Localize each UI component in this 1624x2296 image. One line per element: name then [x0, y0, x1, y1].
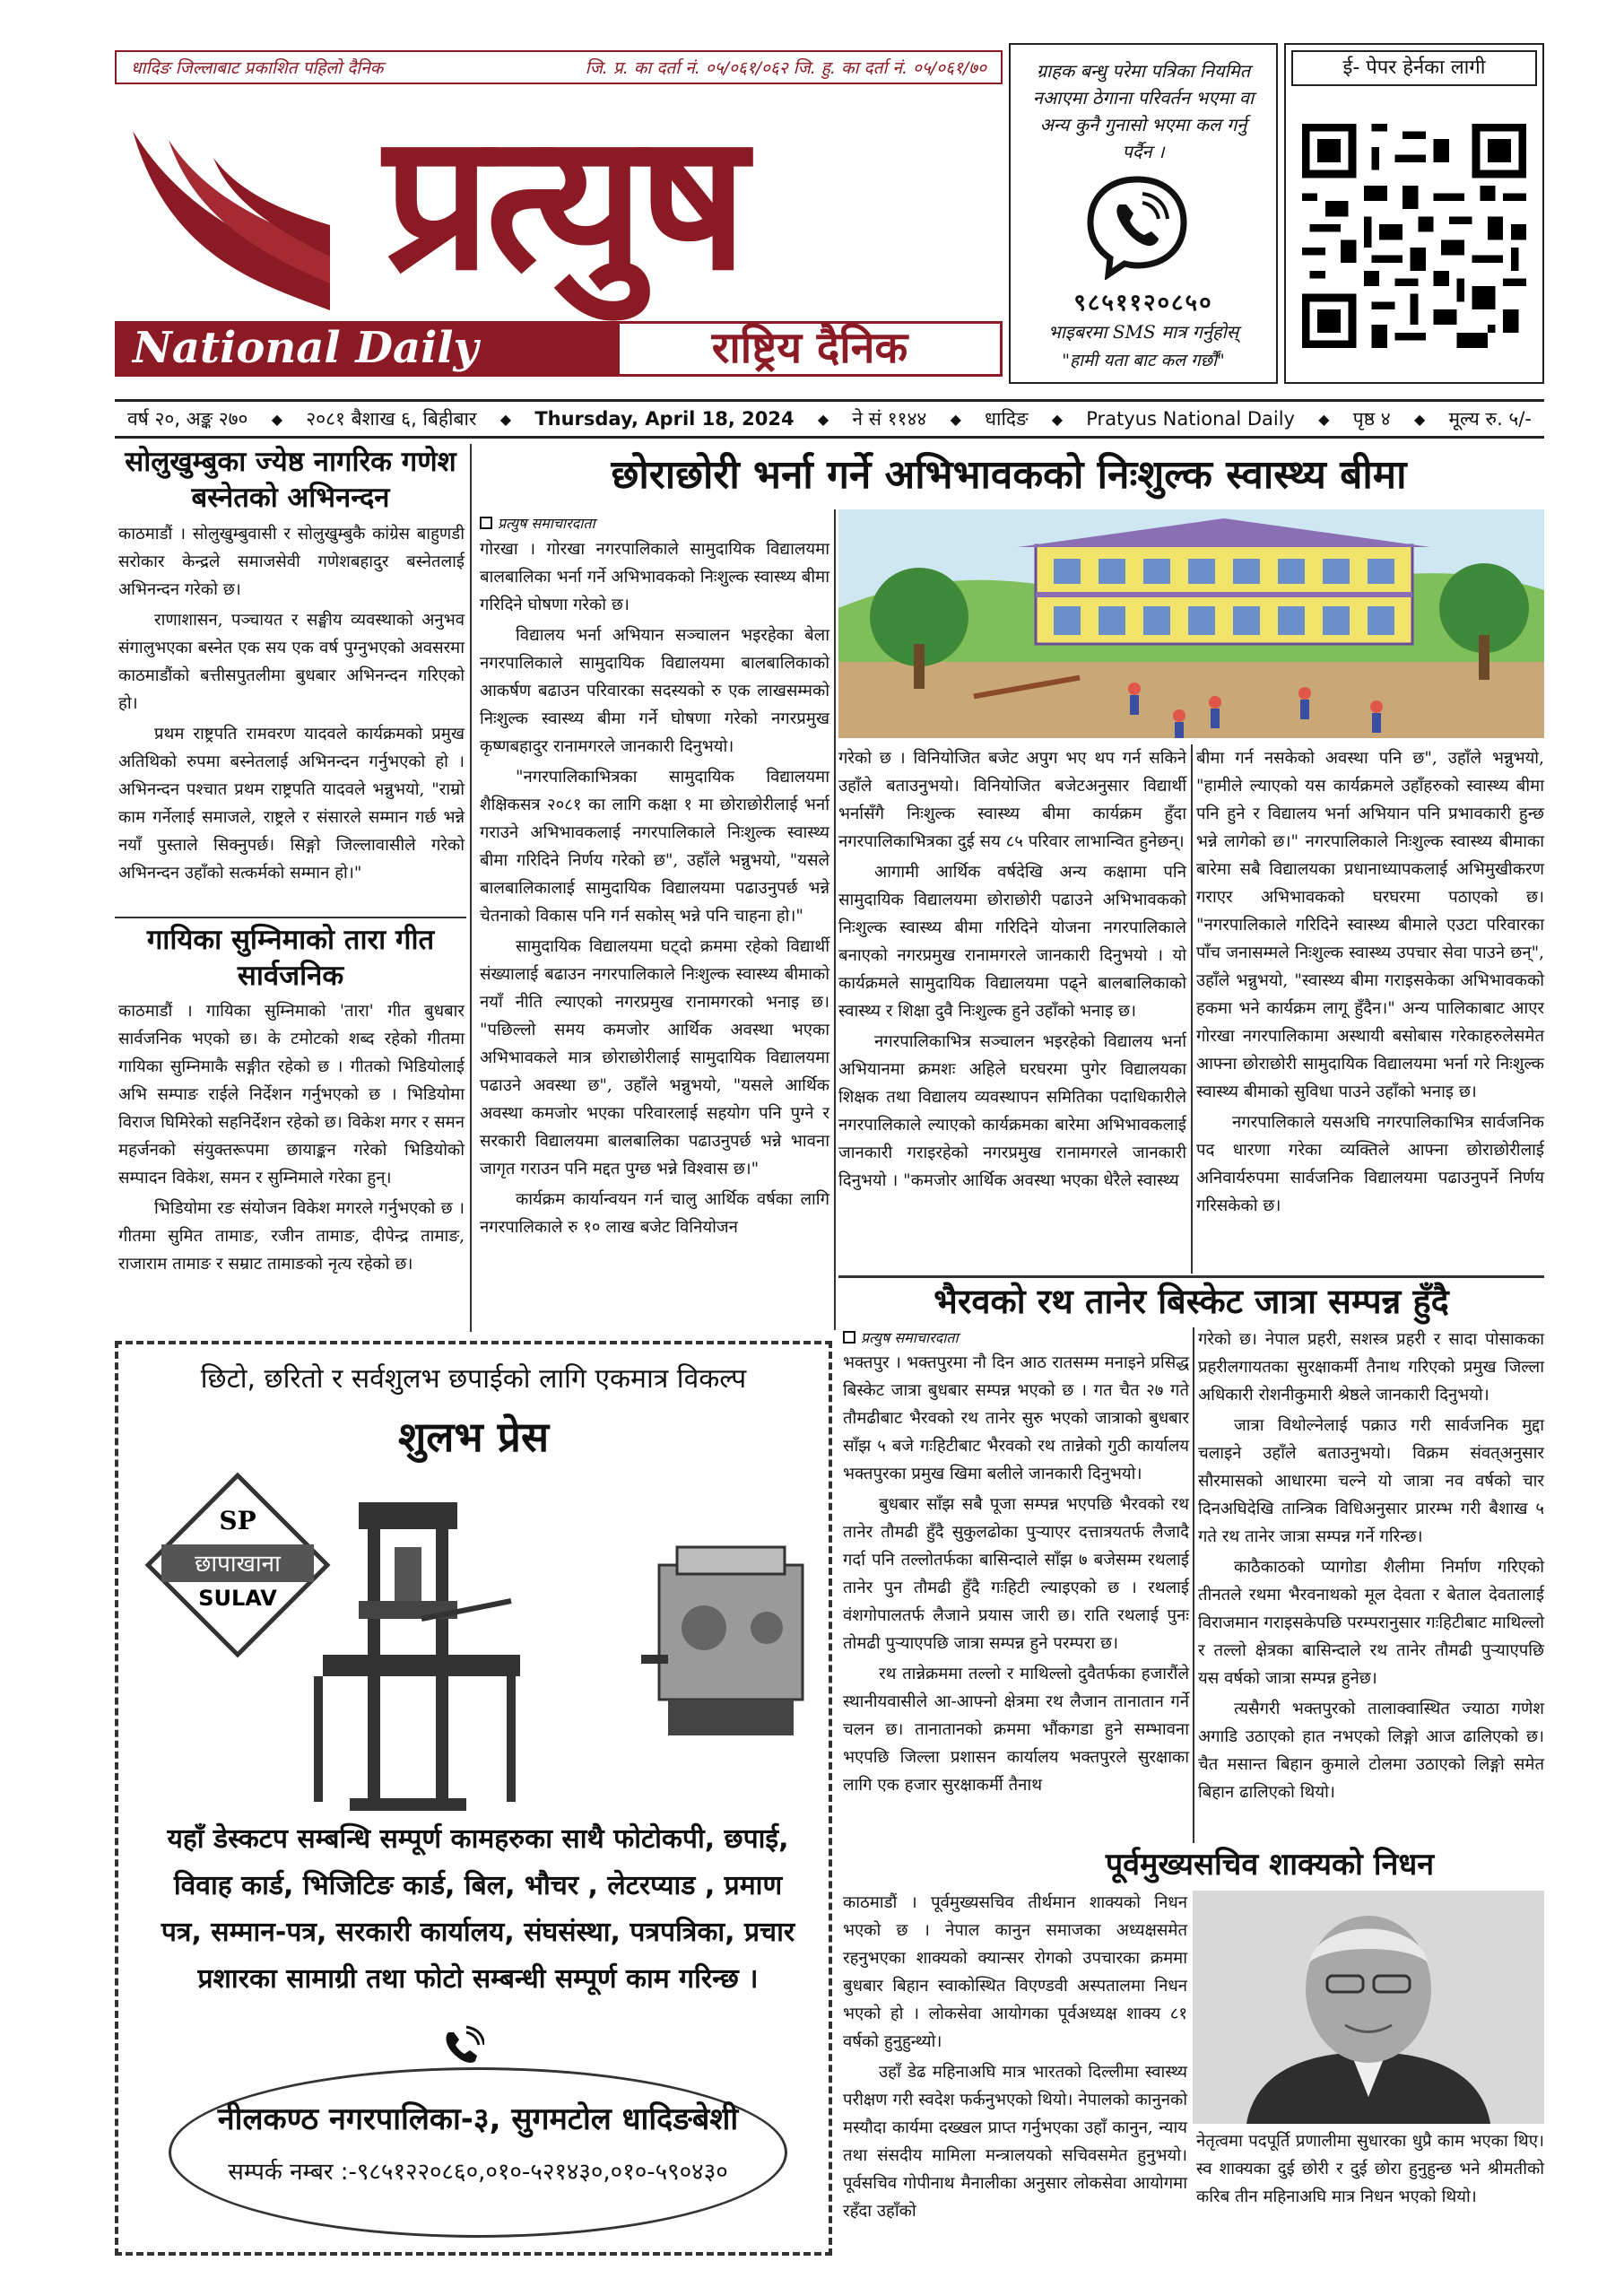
- strip-registration: जि. प्र. का दर्ता नं. ०५/०६१/०६२ जि. हु. का दर्ता नं. ०५/०६१/७०: [585, 58, 986, 78]
- qr-code-icon[interactable]: [1302, 124, 1526, 348]
- viber-number: ९८५११२०८५०: [1073, 290, 1213, 317]
- story2-body: [118, 997, 465, 1281]
- story3-para: विद्यालय भर्ना अभियान सञ्चालन भइरहेका बेला नगरपालिकाले सामुदायिक विद्यालयमा बालबालिकाको आकर्षण बढाउन परिवारका सदस्यको रु एक लाखसम्मको निःशुल्क स्वास्थ्य बीमा गर्ने घोषणा गरेको नगरप्रमुख कृष्णबहादुर रानामगरले जानकारी दिनुभयो।: [480, 626, 829, 756]
- story2-para: काठमाडौं । गायिका सुम्निमाको 'तारा' गीत बुधबार सार्वजनिक भएको छ। के टमोटको शब्द रहेको गीतमा गायिका सुम्निमाकै सङ्गीत रहेको छ । गीतको भिडियोलाई अभि सम्पाङ राईले निर्देशन गर्नुभएको छ । भिडियोमा विराज घिमिरेको सहनिर्देशन रहेको छ। विकेश मगर र समन महर्जनको संयुक्तरूपमा छायाङ्कन गरेको भिडियोको सम्पादन विकेश, समन र सुम्निमाले गरेका हुन्।: [118, 1002, 465, 1187]
- story1-para: प्रथम राष्ट्रपति रामवरण यादवले कार्यक्रमको प्रमुख अतिथिको रुपमा बस्नेतलाई अभिनन्दन गर्नुभएको हो । अभिनन्दन पश्चात प्रथम राष्ट्रपति यादवले भन्नुभयो, "राम्रो काम गर्नेलाई समाजले, राष्ट्रले र संसारले सम्मान गर्छ भन्ने नयाँ पुस्ताले सिक्नुपर्छ। सिङ्गो जिल्लावासीले गरेको अभिनन्दन उहाँको सत्कर्मको सम्मान हो।": [118, 725, 465, 883]
- story5-tail: [1196, 2127, 1544, 2213]
- svg-text:SP: SP: [219, 1506, 256, 1535]
- column-rule: [834, 509, 836, 1330]
- story1-para: काठमाडौं । सोलुखुम्बुवासी र सोलुखुम्बुकै कांग्रेस बाहुणडी सरोकार केन्द्रले समाजसेवी गणेशबहादुर बस्नेतलाई अभिनन्दन गरेको छ।: [118, 525, 465, 599]
- story3-para: नगरपालिकाभित्र सञ्चालन भइरहेको विद्यालय भर्ना अभियानमा क्रमशः अहिले घरघरमा पुगेर विद्यालयका शिक्षक तथा विद्यालय व्यवस्थापन समितिका पदाधिकारीले नगरपालिकाले ल्याएको कार्यक्रमका बारेमा अभिभावकलाई जानकारी गराइरहेको नगरप्रमुख रानामगरले जानकारी दिनुभयो । "कमजोर आर्थिक अवस्था भएका धेरैले स्वास्थ्य: [838, 1032, 1186, 1190]
- issue-district: धादिङ: [985, 408, 1029, 430]
- story3-col2: [838, 744, 1186, 1197]
- story3-para: आगामी आर्थिक वर्षदेखि अन्य कक्षामा पनि सामुदायिक विद्यालयमा छोराछोरी पढाउने अभिभावकको निःशुल्क स्वास्थ्य बीमा गरिदिने योजना नगरपालिकाले बनाएको नगरप्रमुख रानामगरले जानकारी दिनुभयो । यो कार्यक्रमले सामुदायिक विद्यालयमा पढ्ने बालबालिकाको स्वास्थ्य र शिक्षा दुवै निःशुल्क हुने उहाँको भनाइ छ।: [838, 863, 1186, 1021]
- story4-para: त्यसैगरी भक्तपुरको तालाक्वास्थित ज्याठा गणेश अगाडि उठाएको हात नभएको लिङ्गो आज ढालिएको छ। चैत मसान्त बिहान कुमाले टोलमा उठाएको लिङ्गो समेत बिहान ढालिएको थियो।: [1198, 1700, 1544, 1802]
- school-illustration: [838, 509, 1544, 738]
- registration-strip: [115, 50, 1003, 84]
- issue-english-date: Thursday, April 18, 2024: [534, 408, 795, 430]
- issue-price: मूल्य रु. ५/-: [1448, 408, 1532, 430]
- story5-body: [843, 1889, 1187, 2228]
- story4-byline: प्रत्युष समाचारदाता: [843, 1327, 959, 1347]
- story4-para: रथ तान्नेक्रममा तल्लो र माथिल्लो दुवैतर्फका हजारौंले स्थानीयवासीले आ-आफ्नो क्षेत्रमा रथ लैजान तानातान गर्ने चलन छ। तानातानको क्रममा भौंकगडा हुने सम्भावना भएपछि जिल्ला प्रशासन कार्यालय भक्तपुरले सुरक्षाका लागि एक हजार सुरक्षाकर्मी तैनाथ: [843, 1665, 1189, 1795]
- story3-col3: [1196, 744, 1544, 1222]
- press-logo-label: छापाखाना: [195, 1551, 281, 1578]
- epaper-label: ई- पेपर हेर्नका लागी: [1291, 50, 1537, 86]
- ad-address-oval: [169, 2067, 787, 2238]
- story3-headline: छोराछोरी भर्ना गर्ने अभिभावकको निःशुल्क स्वास्थ्य बीमा: [611, 452, 1407, 498]
- divider: [115, 917, 466, 918]
- masthead: [115, 86, 1003, 382]
- strip-tagline: धादिङ जिल्लाबाट प्रकाशित पहिलो दैनिक: [131, 58, 384, 78]
- story4-para: बुधबार साँझ सबै पूजा सम्पन्न भएपछि भैरवको रथ तानेर तौमढी हुँदै सुकुलढोका पुऱ्याएर दत्तात्रयतर्फ लैजादै गर्दा पनि तल्लोतर्फका बासिन्दाले साँझ ७ बजेसम्म रथलाई तानेर पुन तौमढी हुँदै गःहिटी ल्याइएको छ । रथलाई वंशगोपालतर्फ लैजाने प्रयास जारी छ। राति रथलाई पुनः तोमढी पुऱ्याएपछि जात्रा सम्पन्न हुने परम्परा छ।: [843, 1495, 1189, 1653]
- national-daily-text: National Daily: [133, 323, 479, 373]
- ad-services-text: यहाँ डेस्कटप सम्बन्धि सम्पूर्ण कामहरुका साथै फोटोकपी, छपाई, विवाह कार्ड, भिजिटिङ कार्ड, बिल, भौचर , लेटरप्याड , प्रमाण पत्र, सम्मान-पत्र, सरकारी कार्यालय, संघसंस्था, पत्रपत्रिका, प्रचार प्रशारका सामाग्री तथा फोटो सम्बन्धी सम्पूर्ण काम गरिन्छ ।: [161, 1823, 795, 1995]
- story3-para: बीमा गर्न नसकेको अवस्था पनि छ", उहाँले भन्नुभयो, "हामीले ल्याएको यस कार्यक्रमले उहाँहरुको स्वास्थ्य बीमा पनि हुने र विद्यालय भर्ना अभियान पनि प्रभावकारी हुन्छ भन्ने लागेको छ।" नगरपालिकाले निःशुल्क स्वास्थ्य बीमाका बारेमा सबै विद्यालयका प्रधानाध्यापकलाई अभिमुखीकरण गराएर अभिभावकको घरघरमा पठाएको छ। "नगरपालिकाले गरिदिने स्वास्थ्य बीमाले एउटा परिवारका पाँच जनासम्मले निःशुल्क स्वास्थ्य उपचार सेवा पाउने छन्", उहाँले भन्नुभयो, "स्वास्थ्य बीमा गराइसकेका अभिभावकको हकमा भने कार्यक्रम लागू हुँदैन।" अन्य पालिकाबाट आएर गोरखा नगरपालिकामा अस्थायी बसोबास गरेकाहरुलेसमेत आफ्ना छोराछोरी सामुदायिक विद्यालयमा भर्ना गरे निःशुल्क स्वास्थ्य बीमाको सुविधा पाउने उहाँको भनाइ छ।: [1196, 749, 1544, 1101]
- viber-sms-text: भाइबरमा SMS मात्र गर्नुहोस्: [1047, 321, 1239, 343]
- byline-box-icon: [480, 517, 492, 529]
- story1-headline: सोलुखुम्बुका ज्येष्ठ नागरिक गणेश बस्नेतको अभिनन्दन: [125, 446, 456, 514]
- logo-wordmark: प्रत्युष: [384, 92, 743, 312]
- story5-para: काठमाडौं । पूर्वमुख्यसचिव तीर्थमान शाक्यको निधन भएको छ । नेपाल कानुन समाजका अध्यक्षसमेत रहनुभएका शाक्यको क्यान्सर रोगको उपचारका क्रममा बुधबार बिहान स्वाकोस्थित विएण्डवी अस्पतालमा निधन भएको हो । लोकसेवा आयोगका पूर्वअध्यक्ष शाक्य ८१ वर्षको हुनुहुन्थ्यो।: [843, 1893, 1187, 2051]
- column-rule: [470, 444, 472, 1332]
- story4-para: भक्तपुर । भक्तपुरमा नौ दिन आठ रातसम्म मनाइने प्रसिद्ध बिस्केट जात्रा बुधबार सम्पन्न भएको छ । गत चैत २७ गते तौमढीबाट भैरवको रथ तानेर सुरु भएको जात्राको बुधबार साँझ ५ बजे गःहिटीबाट भैरवको रथ तान्नेको गुठी कार्यालय भक्तपुरका प्रमुख खिमा बलीले जानकारी दिनुभयो।: [843, 1353, 1189, 1483]
- story3-para: कार्यक्रम कार्यान्वयन गर्न चालु आर्थिक वर्षका लागि नगरपालिकाले रु १० लाख बजेट विनियोजन: [480, 1190, 829, 1237]
- story3-para: गरेको छ । विनियोजित बजेट अपुग भए थप गर्न सकिने उहाँले बताउनुभयो। विनियोजित बजेटअनुसार विद्यार्थी भर्नासँगै निःशुल्क स्वास्थ्य बीमा कार्यक्रम हुँदा नगरपालिकाभित्रका दुई सय ८५ परिवार लाभान्वित हुनेछन्।: [838, 749, 1186, 851]
- ad-press-name: शुलभ प्रेस: [397, 1413, 550, 1461]
- issue-nepali-date: २०८१ बैशाख ६, बिहीबार: [306, 408, 477, 430]
- story4-headline: भैरवको रथ तानेर बिस्केट जात्रा सम्पन्न हुँदै: [934, 1282, 1449, 1321]
- offset-press-illustration: [641, 1529, 821, 1753]
- issue-page: पृष्ठ ४: [1352, 408, 1391, 430]
- viber-slogan: "हामी यता बाट कल गर्छौं": [1062, 351, 1225, 370]
- story5-para: नेतृत्वमा पदपूर्ति प्रणालीमा सुधारका धुप्रै काम भएका थिए। स्व शाक्यका दुई छोरी र दुई छोरा हुनुहुन्छ भने श्रीमतीको करिब तीन महिनाअघि मात्र निधन भएको थियो।: [1196, 2132, 1544, 2206]
- portrait-photo: [1193, 1891, 1544, 2124]
- story3-para: "नगरपालिकाभित्रका सामुदायिक विद्यालयमा शैक्षिकसत्र २०८१ का लागि कक्षा १ मा छोराछोरीलाई भर्ना गराउने अभिभावकलाई नगरपालिकाले निःशुल्क स्वास्थ्य बीमा गरिदिने निर्णय गरेको छ", उहाँले भन्नुभयो, "यसले बालबालिकालाई सामुदायिक विद्यालयमा पढाउनुपर्छ भन्ने चेतनाको विकास पनि गर्न सकोस् भन्ने पनि चाहना हो।": [480, 768, 829, 926]
- customer-notice-text: ग्राहक बन्धु परेमा पत्रिका नियमित नआएमा ठेगाना परिवर्तन भएमा वा अन्य कुनै गुनासो भएमा कल गर्नु पर्दैन ।: [1032, 60, 1255, 162]
- story4-col2: [1198, 1326, 1544, 1809]
- story2-para: भिडियोमा रङ संयोजन विकेश मगरले गर्नुभएको छ । गीतमा सुमित तामाङ, रजीन तामाङ, दीपेन्द्र तामाङ, राजाराम तामाङ र सम्राट तामाङको नृत्य रहेको छ।: [118, 1199, 465, 1274]
- byline-box-icon: [843, 1331, 855, 1344]
- flame-logo-icon: [115, 104, 339, 328]
- story3-para: नगरपालिकाले यसअघि नगरपालिकाभित्र सार्वजनिक पद धारणा गरेका व्यक्तिले आफ्ना छोराछोरीलाई अनिवार्यरुपमा सार्वजनिक विद्यालयमा पढाउनुपर्ने निर्णय गरिसकेको छ।: [1196, 1113, 1544, 1215]
- ad-address: नीलकण्ठ नगरपालिका-३, सुगमटोल धादिङबेशी: [217, 2101, 739, 2137]
- story1-body: [118, 520, 465, 890]
- viber-phone-icon: [1083, 172, 1191, 280]
- story4-col1: [843, 1349, 1189, 1802]
- story4-para: काठैकाठको प्यागोडा शैलीमा निर्माण गरिएको तीनतले रथमा भैरवनाथको मूल देवता र बेताल देवतालाई विराजमान गराइसकेपछि परम्परानुसार गःहिटीबाट माथिल्लो र तल्लो क्षेत्रका बासिन्दाले रथ तानेर तौमढी पुऱ्याएपछि यस वर्षको जात्रा सम्पन्न हुनेछ।: [1198, 1558, 1544, 1688]
- column-rule: [1191, 744, 1193, 1274]
- press-logo-icon: [143, 1471, 332, 1659]
- story3-para: गोरखा । गोरखा नगरपालिकाले सामुदायिक विद्यालयमा बालबालिका भर्ना गर्ने अभिभावकको निःशुल्क स्वास्थ्य बीमा गरिदिने घोषणा गरेको छ।: [480, 540, 829, 614]
- story4-para: गरेको छ। नेपाल प्रहरी, सशस्त्र प्रहरी र सादा पोसाकका प्रहरीलगायतका सुरक्षाकर्मी तैनाथ गरिएको प्रमुख जिल्ला अधिकारी रोशनीकुमारी श्रेष्ठले जानकारी दिनुभयो।: [1198, 1330, 1544, 1405]
- story3-para: सामुदायिक विद्यालयमा घट्दो क्रममा रहेको विद्यार्थी संख्यालाई बढाउन नगरपालिकाले निःशुल्क स्वास्थ्य बीमाको नयाँ नीति ल्याएको नगरप्रमुख रानामगरको भनाइ छ। "पछिल्लो समय कमजोर आर्थिक अवस्था भएका अभिभावकले मात्र छोराछोरीलाई सामुदायिक विद्यालयमा पढाउने अवस्था छ", उहाँले भन्नुभयो, "यसले आर्थिक अवस्था कमजोर भएका परिवारलाई सहयोग पनि पुग्ने र सरकारी विद्यालयमा बालबालिका पढाउनुपर्छ भन्ने भावना जागृत गराउन पनि मद्दत पुग्छ भन्ने विश्वास छ।": [480, 937, 829, 1178]
- story4-para: जात्रा विथोल्नेलाई पक्राउ गरी सार्वजनिक मुद्दा चलाइने उहाँले बताउनुभयो। विक्रम संवत्अनुसार सौरमासको आधारमा चल्ने यो जात्रा नव वर्षको चार दिनअघिदेखि तान्त्रिक विधिअनुसार प्रारम्भ गरी बैशाख ५ गते रथ तानेर जात्रा सम्पन्न गर्ने गरिन्छ।: [1198, 1416, 1544, 1546]
- issue-nepal-sambat: ने सं ११४४: [852, 408, 927, 430]
- hand-press-illustration: [305, 1493, 520, 1816]
- issue-paper-name: Pratyus National Daily: [1086, 408, 1295, 430]
- story3-col1: [480, 535, 829, 1244]
- press-logo-sulav: SULAV: [198, 1586, 277, 1611]
- phone-icon: [439, 2025, 484, 2070]
- issue-volume: वर्ष २०, अङ्क २७०: [127, 408, 248, 430]
- ad-tagline: छिटो, छरितो र सर्वशुलभ छपाईको लागि एकमात्र विकल्प: [200, 1363, 747, 1395]
- issue-info-bar: वर्ष २०, अङ्क २७० ◆ २०८१ बैशाख ६, बिहीबार ◆ Thursday, April 18, 2024 ◆ ने सं ११४४ ◆ धादिङ ◆ Pratyus National Daily ◆ पृष्ठ ४ ◆ मूल्य रु. ५/-: [115, 399, 1544, 439]
- column-rule: [1193, 1327, 1194, 1843]
- rashtriya-dainik-text: राष्ट्रिय दैनिक: [617, 321, 1003, 377]
- story1-para: राणाशासन, पञ्चायत र सङ्घीय व्यवस्थाको अनुभव संगालुभएका बस्नेत एक सय एक वर्ष पुग्नुभएको अवसरमा काठमाडौंको बत्तीसपुतलीमा बुधबार अभिनन्दन गरिएको हो।: [118, 611, 465, 713]
- story3-byline: प्रत्युष समाचारदाता: [480, 513, 595, 533]
- story2-headline: गायिका सुम्निमाको तारा गीत सार्वजनिक: [146, 924, 435, 992]
- ad-contact-numbers: सम्पर्क नम्बर :-९८५१२२०८६०,०१०-५२१४३०,०१०-५९०४३०: [228, 2159, 728, 2186]
- story5-para: उहाँ डेढ महिनाअघि मात्र भारतको दिल्लीमा स्वास्थ्य परीक्षण गरी स्वदेश फर्कनुभएको थियो। नेपालको कानुनको मस्यौदा कार्यमा दख्खल प्राप्त गर्नुभएका उहाँ कानुन, न्याय तथा संसदीय मामिला मन्त्रालयको सचिवसमेत हुनुभयो। पूर्वसचिव गोपीनाथ मैनालीका अनुसार लोकसेवा आयोगमा रहँदा उहाँको: [843, 2063, 1187, 2221]
- story5-headline: पूर्वमुख्यसचिव शाक्यको निधन: [1105, 1847, 1435, 1883]
